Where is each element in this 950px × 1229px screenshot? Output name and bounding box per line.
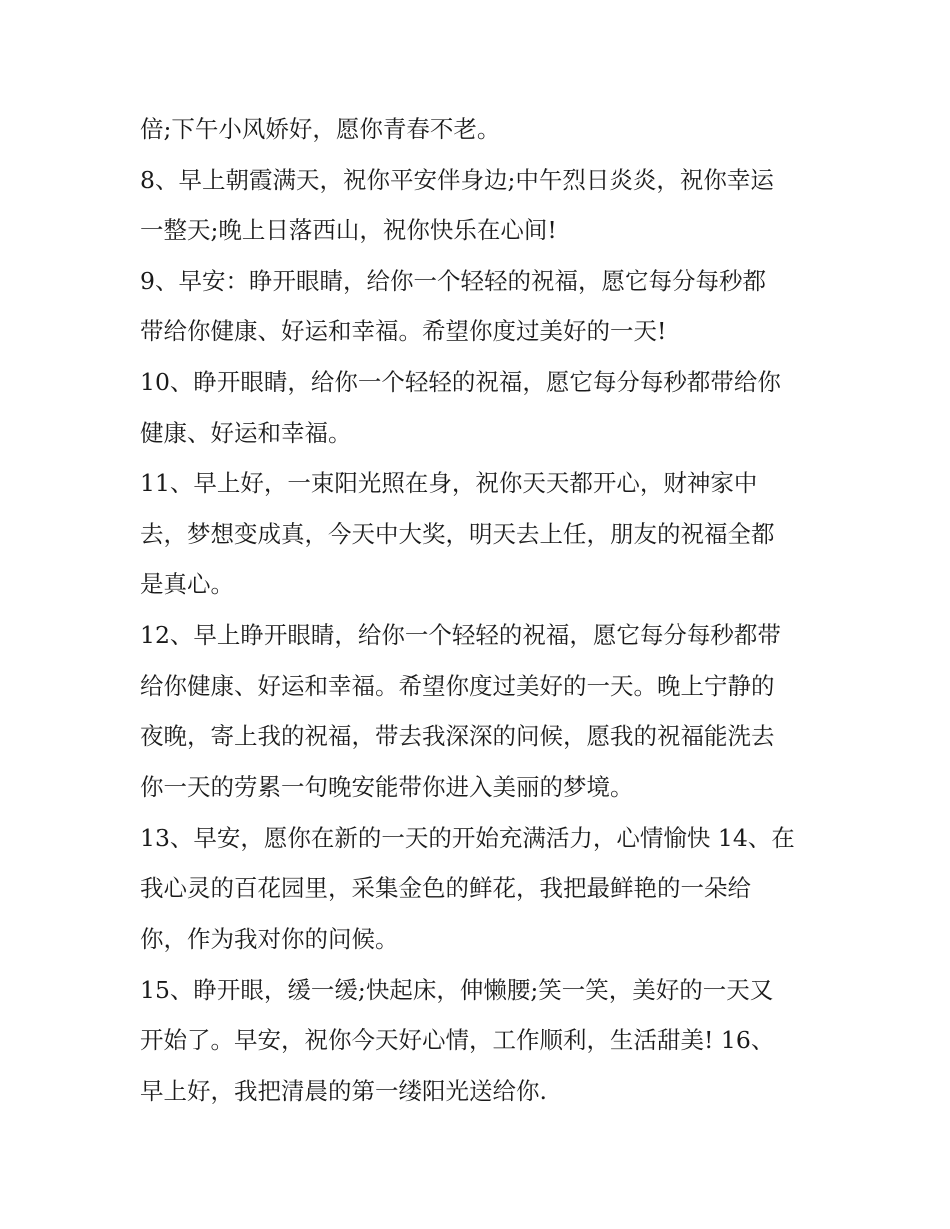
text-line: 给你健康、好运和幸福。希望你度过美好的一天。晚上宁静的 [140, 672, 775, 700]
text-line: 你，作为我对你的问候。 [140, 925, 399, 953]
text-line: 15、睁开眼，缓一缓;快起床，伸懒腰;笑一笑，美好的一天又 [140, 976, 774, 1004]
text-line: 去，梦想变成真，今天中大奖，明天去上任，朋友的祝福全都 [140, 520, 775, 548]
text-line: 11、早上好，一束阳光照在身，祝你天天都开心，财神家中 [140, 469, 758, 497]
text-line: 一整天;晚上日落西山，祝你快乐在心间! [140, 216, 557, 244]
text-line: 健康、好运和幸福。 [140, 419, 352, 447]
text-line: 早上好，我把清晨的第一缕阳光送给你. [140, 1077, 547, 1105]
text-line: 8、早上朝霞满天，祝你平安伴身边;中午烈日炎炎，祝你幸运 [140, 166, 774, 194]
text-line: 9、早安：睁开眼睛，给你一个轻轻的祝福，愿它每分每秒都 [140, 267, 766, 295]
text-line: 你一天的劳累一句晚安能带你进入美丽的梦境。 [140, 773, 634, 801]
text-line: 倍;下午小风娇好，愿你青春不老。 [140, 115, 501, 143]
text-line: 夜晚，寄上我的祝福，带去我深深的问候，愿我的祝福能洗去 [140, 722, 775, 750]
text-line: 12、早上睁开眼睛，给你一个轻轻的祝福，愿它每分每秒都带 [140, 621, 781, 649]
text-line: 10、睁开眼睛，给你一个轻轻的祝福，愿它每分每秒都带给你 [140, 368, 781, 396]
text-line: 开始了。早安，祝你今天好心情，工作顺利，生活甜美! 16、 [140, 1026, 775, 1054]
text-line: 13、早安，愿你在新的一天的开始充满活力，心情愉快 14、在 [140, 824, 795, 852]
text-line: 带给你健康、好运和幸福。希望你度过美好的一天! [140, 317, 667, 345]
text-line: 是真心。 [140, 570, 234, 598]
text-line: 我心灵的百花园里，采集金色的鲜花，我把最鲜艳的一朵给 [140, 874, 751, 902]
